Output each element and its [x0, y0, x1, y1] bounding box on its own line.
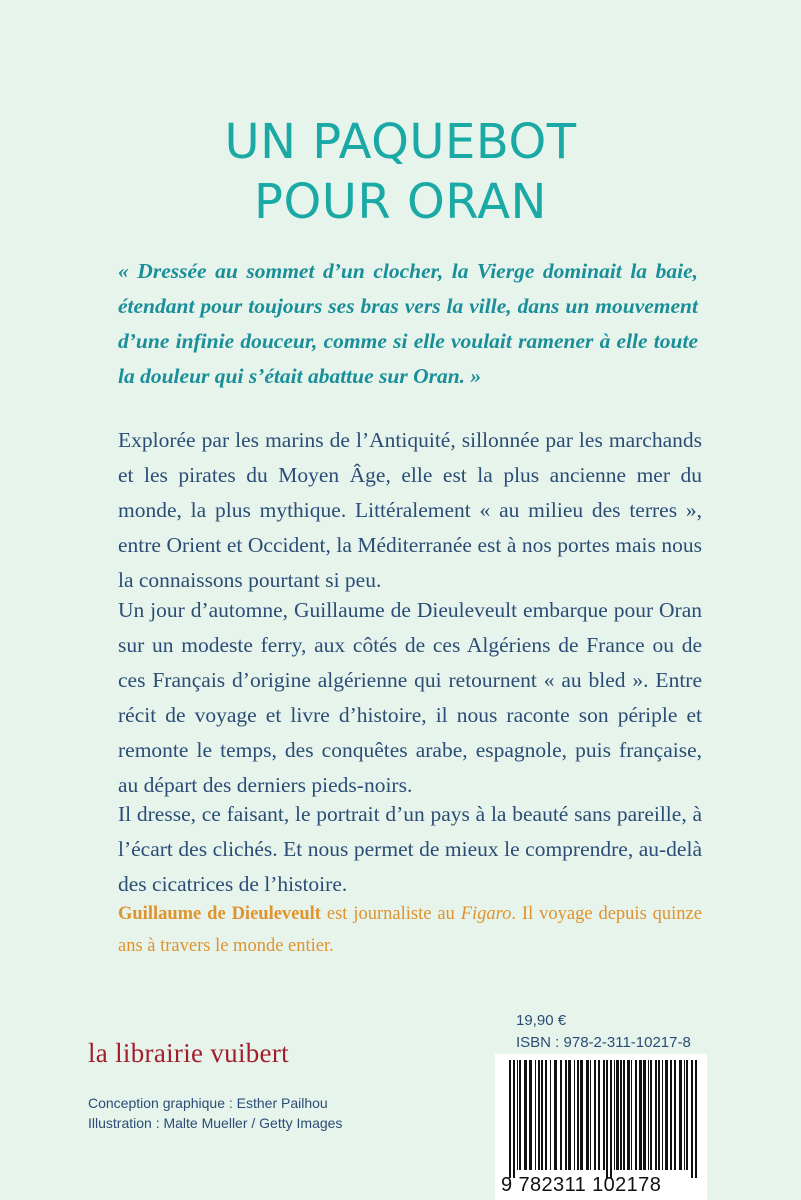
- author-bio-text-2: . Il voyage depuis quinze ans à travers le monde entier.: [118, 904, 702, 956]
- barcode-bar: [577, 1060, 579, 1170]
- barcode-bar: [610, 1060, 612, 1178]
- barcode-bar: [560, 1060, 562, 1170]
- design-credit: Conception graphique : Esther Pailhou: [88, 1095, 328, 1111]
- author-bio-text-1: est journaliste au: [320, 904, 461, 924]
- barcode-bar: [670, 1060, 672, 1170]
- barcode-bar: [538, 1060, 540, 1170]
- barcode-bar: [643, 1060, 646, 1170]
- barcode-bar: [679, 1060, 682, 1170]
- credits: [88, 1093, 342, 1133]
- barcode-bar: [554, 1060, 557, 1170]
- barcode-bar: [574, 1060, 575, 1170]
- barcode-bar: [519, 1060, 521, 1170]
- barcode-bar: [535, 1060, 536, 1170]
- blurb-paragraph-1: Explorée par les marins de l’Antiquité, sillonnée par les marchands et les pirates du Moyen Âge, elle est la plus ancienne mer du monde, la plus mythique. Littéralement « au milieu des terres », entre Orient et Occident, la Méditerranée est à nos portes mais nous la connaissons pourtant si peu.: [118, 428, 702, 592]
- newspaper-name: Figaro: [460, 904, 512, 924]
- price: 19,90 €: [516, 1012, 567, 1029]
- barcode-bar: [635, 1060, 637, 1170]
- author-name: Guillaume de Dieuleveult: [118, 904, 321, 924]
- illustration-credit: Illustration : Malte Mueller / Getty Images: [88, 1115, 343, 1131]
- barcode-bar: [691, 1060, 693, 1178]
- barcode-bar: [529, 1060, 532, 1170]
- barcode-bar: [541, 1060, 543, 1170]
- barcode-bar: [695, 1060, 697, 1178]
- excerpt-quote: « Dressée au sommet d’un clocher, la Vierge dominait la baie, étendant pour toujours ses bras vers la ville, dans un mouvement d’une infinie douceur, comme si elle voulait ramener à elle toute la douleur qui s’était abattue sur Oran. »: [118, 259, 698, 388]
- barcode-bar: [674, 1060, 676, 1170]
- title-line-1: UN PAQUEBOT: [224, 114, 577, 170]
- barcode-bar: [648, 1060, 649, 1170]
- barcode-bar: [580, 1060, 583, 1170]
- blurb-paragraph-3: Il dresse, ce faisant, le portrait d’un pays à la beauté sans pareille, à l’écart des clichés. Et nous permet de mieux le comprendre, au-delà des cicatrices de l’histoire.: [118, 802, 702, 896]
- barcode-bar: [586, 1060, 589, 1170]
- barcode-bar: [606, 1060, 608, 1178]
- barcode-bar: [620, 1060, 622, 1170]
- barcode-bar: [550, 1060, 551, 1170]
- barcode-bar: [594, 1060, 596, 1170]
- publisher-logo: la librairie vuibert: [88, 1038, 289, 1068]
- barcode-bar: [686, 1060, 688, 1170]
- isbn: ISBN : 978-2-311-10217-8: [516, 1034, 691, 1051]
- barcode-bar: [614, 1060, 615, 1170]
- barcode-bar: [509, 1060, 511, 1178]
- barcode-bar: [655, 1060, 657, 1170]
- barcode-bar: [616, 1060, 619, 1170]
- barcode-bar: [658, 1060, 660, 1170]
- barcode-bar: [590, 1060, 591, 1170]
- author-bio: [118, 898, 702, 962]
- title-line-2: POUR ORAN: [254, 174, 547, 230]
- barcode-bar: [623, 1060, 625, 1170]
- barcode-bar: [684, 1060, 685, 1170]
- barcode-bar: [665, 1060, 668, 1170]
- barcode-bar: [524, 1060, 527, 1170]
- barcode-bar: [517, 1060, 518, 1170]
- barcode-bar: [662, 1060, 663, 1170]
- blurb-paragraph-2: Un jour d’automne, Guillaume de Dieuleveult embarque pour Oran sur un modeste ferry, aux côtés de ces Algériens de France ou de ces Français d’origine algérienne qui retournent « au bled ». Entre récit de voyage et livre d’histoire, il nous raconte son périple et remonte le temps, des conquêtes arabe, espagnole, puis française, au départ des derniers pieds-noirs.: [118, 598, 702, 797]
- barcode-bar: [627, 1060, 630, 1170]
- barcode-bar: [598, 1060, 600, 1170]
- barcode-bar: [513, 1060, 515, 1178]
- barcode-bar: [545, 1060, 547, 1170]
- barcode-bar: [565, 1060, 567, 1170]
- barcode: [495, 1054, 707, 1200]
- book-title: [0, 112, 801, 232]
- barcode-digits: 9 782311 102178: [501, 1174, 662, 1196]
- barcode-bar: [568, 1060, 571, 1170]
- barcode-bar: [603, 1060, 605, 1170]
- barcode-bar: [639, 1060, 642, 1170]
- barcode-bar: [650, 1060, 652, 1170]
- barcode-bar: [631, 1060, 632, 1170]
